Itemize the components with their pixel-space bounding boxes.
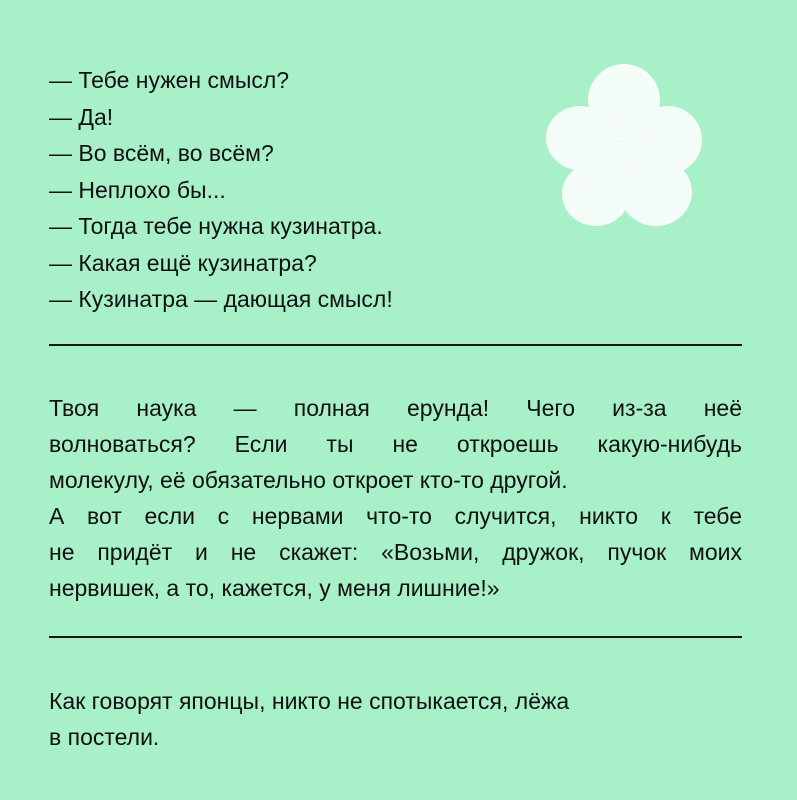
dialog-line: — Кузинатра — дающая смысл! [49,286,393,312]
quote-line: нервишек, а то, кажется, у меня лишние!» [49,575,500,601]
quote-line: Как говорят японцы, никто не спотыкается, лёжа [49,688,570,714]
quote-line: в постели. [49,724,160,750]
dialog-line: — Тогда тебе нужна кузинатра. [49,213,383,239]
science-quote [49,390,742,606]
divider [49,344,742,346]
flower-icon [540,56,710,236]
dialog-line: — Во всём, во всём? [49,140,274,166]
quote-line: волноваться? Если ты не откроешь какую-нибудь [49,431,742,457]
quote-line: не придёт и не скажет: «Возьми, дружок, пучок моих [49,539,742,565]
dialog-line: — Да! [49,103,114,130]
dialog-line: — Неплохо бы... [49,176,226,203]
divider [49,636,742,638]
quote-line: молекулу, её обязательно откроет кто-то другой. [49,467,568,493]
quote-line: А вот если с нервами что-то случится, никто к тебе [49,503,742,529]
quote-line: Твоя наука — полная ерунда! Чего из-за неё [49,395,742,421]
dialog-line: — Тебе нужен смысл? [49,67,290,93]
dialog-line: — Какая ещё кузинатра? [49,249,317,276]
dialog-list [49,62,393,318]
japanese-proverb [49,683,742,755]
